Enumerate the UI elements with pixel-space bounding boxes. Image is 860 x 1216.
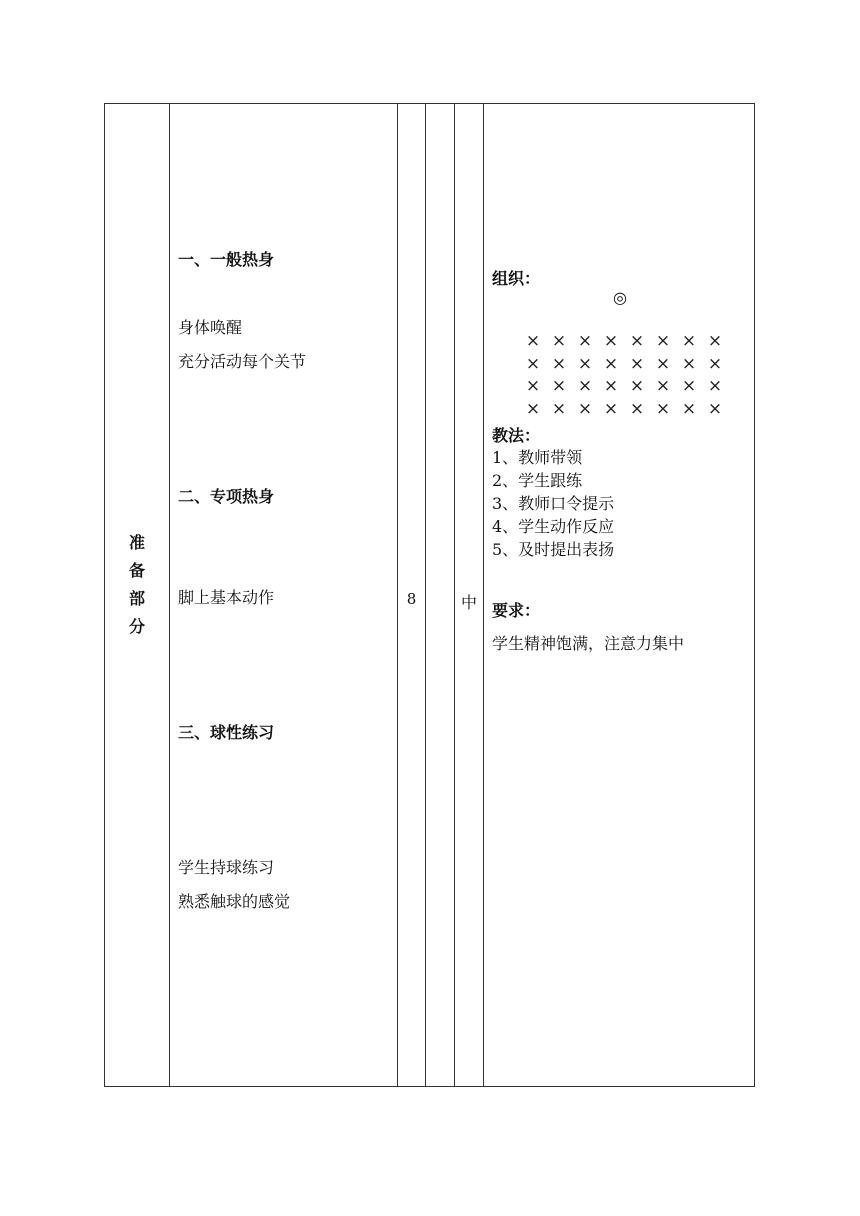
content-line: 充分活动每个关节 <box>178 352 307 371</box>
section-label-char: 部 <box>128 589 145 608</box>
student-mark: × <box>629 331 645 352</box>
section-label <box>105 529 169 641</box>
student-mark: × <box>629 376 645 397</box>
section-label-char: 分 <box>128 617 145 636</box>
content-line: 学生持球练习 <box>178 858 275 877</box>
student-mark: × <box>525 331 541 352</box>
student-mark: × <box>525 376 541 397</box>
method-item: 5、及时提出表扬 <box>492 540 615 559</box>
lesson-table <box>104 103 755 1087</box>
student-mark: × <box>577 331 593 352</box>
requirement-label: 要求： <box>492 601 541 620</box>
student-mark: × <box>577 353 593 374</box>
student-mark: × <box>707 376 723 397</box>
formation-row <box>520 330 728 353</box>
student-mark: × <box>603 331 619 352</box>
section-label-char: 准 <box>128 533 145 552</box>
method-item: 4、学生动作反应 <box>492 517 615 536</box>
student-mark: × <box>655 331 671 352</box>
time-value: 8 <box>406 590 417 608</box>
student-mark: × <box>577 376 593 397</box>
student-mark: × <box>681 398 697 419</box>
section-label-char: 备 <box>128 561 145 580</box>
content-line: 脚上基本动作 <box>178 588 275 607</box>
student-mark: × <box>707 331 723 352</box>
teacher-position-icon: ◎ <box>613 288 627 307</box>
student-mark: × <box>681 376 697 397</box>
student-mark: × <box>577 398 593 419</box>
heading-general-warmup: 一、一般热身 <box>178 250 275 269</box>
student-mark: × <box>551 376 567 397</box>
method-item: 1、教师带领 <box>492 448 583 467</box>
student-mark: × <box>655 398 671 419</box>
column-divider <box>483 104 484 1086</box>
method-label: 教法： <box>492 426 541 445</box>
student-mark: × <box>551 353 567 374</box>
formation-row <box>520 398 728 421</box>
content-line: 熟悉触球的感觉 <box>178 892 291 911</box>
intensity-value: 中 <box>460 593 477 612</box>
method-item: 2、学生跟练 <box>492 471 583 490</box>
student-mark: × <box>551 398 567 419</box>
column-divider <box>169 104 170 1086</box>
student-mark: × <box>551 331 567 352</box>
student-mark: × <box>681 353 697 374</box>
student-mark: × <box>655 376 671 397</box>
formation-row <box>520 375 728 398</box>
organization-label: 组织： <box>492 269 541 288</box>
student-mark: × <box>629 398 645 419</box>
student-mark: × <box>603 376 619 397</box>
student-mark: × <box>525 353 541 374</box>
student-mark: × <box>603 398 619 419</box>
student-mark: × <box>525 398 541 419</box>
formation-row <box>520 353 728 376</box>
student-mark: × <box>681 331 697 352</box>
column-divider <box>425 104 426 1086</box>
student-mark: × <box>655 353 671 374</box>
heading-special-warmup: 二、专项热身 <box>178 487 275 506</box>
student-formation <box>520 330 728 420</box>
student-mark: × <box>603 353 619 374</box>
requirement-text: 学生精神饱满，注意力集中 <box>492 634 685 653</box>
student-mark: × <box>629 353 645 374</box>
student-mark: × <box>707 353 723 374</box>
heading-ball-practice: 三、球性练习 <box>178 723 275 742</box>
student-mark: × <box>707 398 723 419</box>
content-line: 身体唤醒 <box>178 318 243 337</box>
method-item: 3、教师口令提示 <box>492 494 615 513</box>
